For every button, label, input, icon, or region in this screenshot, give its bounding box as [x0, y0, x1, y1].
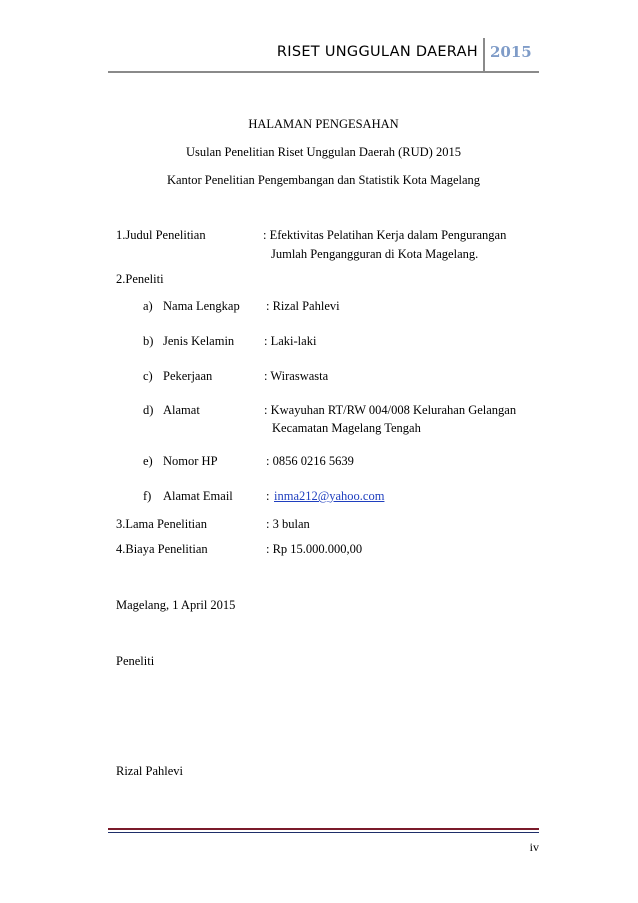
item-marker-e: e) [143, 454, 153, 468]
page-number: iv [529, 840, 539, 854]
judul-value-2: Jumlah Pengangguran di Kota Magelang. [271, 247, 479, 261]
item-value-nomor-hp: : 0856 0216 5639 [266, 454, 354, 468]
item-marker-b: b) [143, 334, 154, 348]
footer-rule-red [108, 828, 539, 830]
item-marker-f: f) [143, 489, 152, 503]
item-value-alamat-2: Kecamatan Magelang Tengah [272, 421, 421, 435]
signer-name: Rizal Pahlevi [116, 764, 183, 778]
page-title: HALAMAN PENGESAHAN [248, 117, 399, 131]
judul-value-1: : Efektivitas Pelatihan Kerja dalam Pengurangan [263, 228, 507, 242]
peneliti-label: 2.Peneliti [116, 272, 164, 286]
footer-rule-blue [108, 832, 539, 833]
item-marker-c: c) [143, 369, 153, 383]
subtitle-line-2: Kantor Penelitian Pengembangan dan Statistik Kota Magelang [166, 173, 481, 187]
item-label-nomor-hp: Nomor HP [163, 454, 218, 468]
item-label-pekerjaan: Pekerjaan [163, 369, 213, 383]
item-label-nama: Nama Lengkap [163, 299, 240, 313]
subtitle-line-1: Usulan Penelitian Riset Unggulan Daerah (RUD) 2015 [186, 145, 461, 159]
item-value-alamat-1: : Kwayuhan RT/RW 004/008 Kelurahan Gelangan [264, 403, 517, 417]
item-value-pekerjaan: : Wiraswasta [264, 369, 329, 383]
header-title: RISET UNGGULAN DAERAH [276, 44, 478, 60]
header-year: 2015 [490, 43, 532, 61]
item-email-colon: : [266, 489, 270, 503]
biaya-label: 4.Biaya Penelitian [116, 542, 208, 556]
item-value-jenis-kelamin: : Laki-laki [264, 334, 317, 348]
email-link[interactable]: inma212@yahoo.com [274, 489, 385, 503]
header-divider [483, 38, 485, 72]
item-value-nama: : Rizal Pahlevi [266, 299, 340, 313]
item-label-alamat: Alamat [163, 403, 200, 417]
judul-label: 1.Judul Penelitian [116, 228, 206, 242]
item-marker-d: d) [143, 403, 154, 417]
item-label-email: Alamat Email [163, 489, 233, 503]
place-date: Magelang, 1 April 2015 [116, 598, 236, 612]
header-rule [108, 71, 539, 73]
lama-label: 3.Lama Penelitian [116, 517, 207, 531]
lama-value: : 3 bulan [266, 517, 310, 531]
item-marker-a: a) [143, 299, 153, 313]
item-label-jenis-kelamin: Jenis Kelamin [163, 334, 235, 348]
biaya-value: : Rp 15.000.000,00 [266, 542, 363, 556]
signer-role: Peneliti [116, 654, 155, 668]
